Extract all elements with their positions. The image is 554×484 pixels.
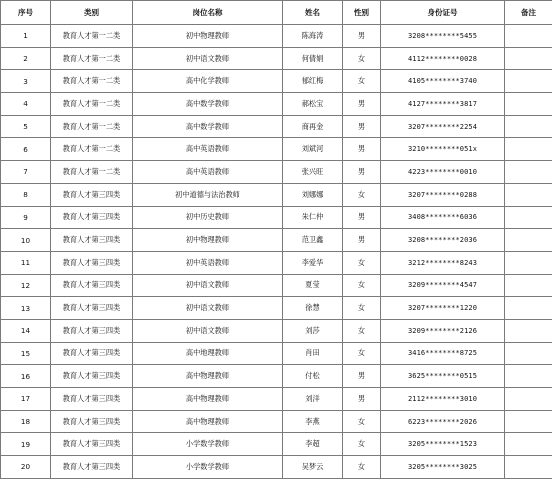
- header-cell-category: 类别: [51, 1, 133, 25]
- cell-category: 教育人才第三四类: [51, 229, 133, 252]
- cell-no: 9: [1, 206, 51, 229]
- cell-position: 高中英语教师: [133, 138, 283, 161]
- cell-note: [505, 410, 553, 433]
- cell-id: 3210********051x: [381, 138, 505, 161]
- cell-note: [505, 183, 553, 206]
- cell-position: 初中语文教师: [133, 297, 283, 320]
- cell-no: 19: [1, 433, 51, 456]
- cell-gender: 女: [343, 183, 381, 206]
- cell-gender: 男: [343, 93, 381, 116]
- cell-name: 范卫鑫: [283, 229, 343, 252]
- cell-id: 3207********1220: [381, 297, 505, 320]
- cell-position: 高中物理教师: [133, 410, 283, 433]
- cell-category: 教育人才第三四类: [51, 274, 133, 297]
- table-row: [1, 183, 553, 206]
- cell-category: 教育人才第三四类: [51, 388, 133, 411]
- cell-category: 教育人才第一二类: [51, 25, 133, 48]
- table-row: [1, 47, 553, 70]
- table-row: [1, 456, 553, 479]
- table-row: [1, 138, 553, 161]
- cell-category: 教育人才第一二类: [51, 47, 133, 70]
- cell-note: [505, 47, 553, 70]
- cell-gender: 女: [343, 70, 381, 93]
- cell-id: 3416********8725: [381, 342, 505, 365]
- table-row: [1, 297, 553, 320]
- cell-id: 4127********3817: [381, 93, 505, 116]
- cell-note: [505, 206, 553, 229]
- cell-position: 小学数学教师: [133, 433, 283, 456]
- cell-no: 10: [1, 229, 51, 252]
- cell-no: 6: [1, 138, 51, 161]
- cell-name: 肖田: [283, 342, 343, 365]
- cell-name: 吴梦云: [283, 456, 343, 479]
- cell-position: 高中化学教师: [133, 70, 283, 93]
- cell-note: [505, 342, 553, 365]
- cell-no: 16: [1, 365, 51, 388]
- cell-category: 教育人才第一二类: [51, 115, 133, 138]
- cell-category: 教育人才第一二类: [51, 161, 133, 184]
- cell-note: [505, 388, 553, 411]
- table-row: [1, 342, 553, 365]
- cell-id: 3207********2254: [381, 115, 505, 138]
- cell-name: 夏莹: [283, 274, 343, 297]
- header-cell-id: 身份证号: [381, 1, 505, 25]
- header-cell-note: 备注: [505, 1, 553, 25]
- table-row: [1, 70, 553, 93]
- cell-category: 教育人才第三四类: [51, 433, 133, 456]
- table-row: [1, 319, 553, 342]
- cell-position: 初中语文教师: [133, 319, 283, 342]
- cell-position: 高中数学教师: [133, 115, 283, 138]
- cell-name: 付松: [283, 365, 343, 388]
- table-row: [1, 410, 553, 433]
- cell-no: 11: [1, 251, 51, 274]
- cell-position: 小学数学教师: [133, 456, 283, 479]
- cell-id: 4112********0028: [381, 47, 505, 70]
- cell-name: 刘莎: [283, 319, 343, 342]
- cell-position: 高中数学教师: [133, 93, 283, 116]
- cell-name: 郝松宝: [283, 93, 343, 116]
- cell-name: 朱仁仲: [283, 206, 343, 229]
- cell-id: 3209********4547: [381, 274, 505, 297]
- cell-no: 8: [1, 183, 51, 206]
- cell-gender: 男: [343, 161, 381, 184]
- cell-category: 教育人才第三四类: [51, 319, 133, 342]
- cell-position: 初中英语教师: [133, 251, 283, 274]
- cell-position: 初中历史教师: [133, 206, 283, 229]
- cell-note: [505, 456, 553, 479]
- cell-gender: 女: [343, 319, 381, 342]
- cell-no: 4: [1, 93, 51, 116]
- cell-category: 教育人才第一二类: [51, 93, 133, 116]
- header-cell-gender: 性别: [343, 1, 381, 25]
- cell-no: 20: [1, 456, 51, 479]
- cell-gender: 男: [343, 206, 381, 229]
- table-row: [1, 433, 553, 456]
- cell-no: 18: [1, 410, 51, 433]
- cell-name: 徐慧: [283, 297, 343, 320]
- cell-gender: 男: [343, 115, 381, 138]
- cell-category: 教育人才第三四类: [51, 365, 133, 388]
- cell-id: 4223********0010: [381, 161, 505, 184]
- table-row: [1, 388, 553, 411]
- cell-position: 初中语文教师: [133, 47, 283, 70]
- cell-name: 陈海涛: [283, 25, 343, 48]
- cell-id: 3212********8243: [381, 251, 505, 274]
- table-row: [1, 93, 553, 116]
- cell-gender: 男: [343, 138, 381, 161]
- cell-note: [505, 229, 553, 252]
- cell-note: [505, 297, 553, 320]
- cell-position: 初中语文教师: [133, 274, 283, 297]
- cell-no: 7: [1, 161, 51, 184]
- cell-no: 3: [1, 70, 51, 93]
- cell-id: 3208********2036: [381, 229, 505, 252]
- cell-gender: 女: [343, 47, 381, 70]
- cell-note: [505, 138, 553, 161]
- table-row: [1, 25, 553, 48]
- cell-category: 教育人才第一二类: [51, 70, 133, 93]
- cell-note: [505, 25, 553, 48]
- cell-name: 刘洋: [283, 388, 343, 411]
- cell-category: 教育人才第三四类: [51, 410, 133, 433]
- cell-category: 教育人才第三四类: [51, 456, 133, 479]
- cell-gender: 男: [343, 229, 381, 252]
- cell-gender: 女: [343, 456, 381, 479]
- cell-category: 教育人才第三四类: [51, 206, 133, 229]
- cell-id: 3205********3025: [381, 456, 505, 479]
- cell-category: 教育人才第一二类: [51, 138, 133, 161]
- header-row: [1, 1, 553, 25]
- cell-id: 2112********3010: [381, 388, 505, 411]
- cell-position: 高中英语教师: [133, 161, 283, 184]
- cell-note: [505, 70, 553, 93]
- cell-category: 教育人才第三四类: [51, 297, 133, 320]
- cell-gender: 女: [343, 433, 381, 456]
- cell-no: 12: [1, 274, 51, 297]
- cell-id: 4105********3740: [381, 70, 505, 93]
- cell-no: 15: [1, 342, 51, 365]
- cell-no: 14: [1, 319, 51, 342]
- cell-id: 3209********2126: [381, 319, 505, 342]
- table-row: [1, 115, 553, 138]
- table-row: [1, 365, 553, 388]
- cell-gender: 男: [343, 25, 381, 48]
- cell-position: 初中物理教师: [133, 25, 283, 48]
- table-row: [1, 161, 553, 184]
- cell-category: 教育人才第三四类: [51, 251, 133, 274]
- cell-name: 李爱华: [283, 251, 343, 274]
- table-row: [1, 229, 553, 252]
- cell-note: [505, 161, 553, 184]
- cell-position: 高中物理教师: [133, 388, 283, 411]
- cell-id: 3208********5455: [381, 25, 505, 48]
- cell-note: [505, 274, 553, 297]
- table-body: [1, 25, 553, 479]
- cell-category: 教育人才第三四类: [51, 183, 133, 206]
- cell-name: 张兴旺: [283, 161, 343, 184]
- cell-no: 17: [1, 388, 51, 411]
- cell-id: 6223********2026: [381, 410, 505, 433]
- cell-note: [505, 115, 553, 138]
- cell-category: 教育人才第三四类: [51, 342, 133, 365]
- cell-name: 商再金: [283, 115, 343, 138]
- cell-id: 3205********1523: [381, 433, 505, 456]
- cell-note: [505, 319, 553, 342]
- table-row: [1, 206, 553, 229]
- table-row: [1, 251, 553, 274]
- cell-id: 3625********0515: [381, 365, 505, 388]
- table-row: [1, 274, 553, 297]
- cell-name: 李超: [283, 433, 343, 456]
- cell-gender: 女: [343, 297, 381, 320]
- cell-gender: 女: [343, 251, 381, 274]
- cell-gender: 男: [343, 365, 381, 388]
- cell-gender: 男: [343, 388, 381, 411]
- header-cell-position: 岗位名称: [133, 1, 283, 25]
- cell-position: 初中道德与法治教师: [133, 183, 283, 206]
- cell-no: 13: [1, 297, 51, 320]
- cell-note: [505, 433, 553, 456]
- cell-id: 3408********6036: [381, 206, 505, 229]
- header-cell-no: 序号: [1, 1, 51, 25]
- cell-position: 初中物理教师: [133, 229, 283, 252]
- cell-gender: 女: [343, 342, 381, 365]
- cell-name: 刘娜娜: [283, 183, 343, 206]
- cell-no: 5: [1, 115, 51, 138]
- cell-position: 高中地理教师: [133, 342, 283, 365]
- cell-no: 2: [1, 47, 51, 70]
- cell-name: 刘斌河: [283, 138, 343, 161]
- cell-name: 郁红梅: [283, 70, 343, 93]
- cell-position: 高中物理教师: [133, 365, 283, 388]
- cell-gender: 女: [343, 274, 381, 297]
- cell-gender: 女: [343, 410, 381, 433]
- header-cell-name: 姓名: [283, 1, 343, 25]
- cell-note: [505, 365, 553, 388]
- table-header: [1, 1, 553, 25]
- cell-note: [505, 251, 553, 274]
- cell-no: 1: [1, 25, 51, 48]
- cell-name: 何倩娟: [283, 47, 343, 70]
- cell-name: 李燕: [283, 410, 343, 433]
- cell-note: [505, 93, 553, 116]
- cell-id: 3207********0288: [381, 183, 505, 206]
